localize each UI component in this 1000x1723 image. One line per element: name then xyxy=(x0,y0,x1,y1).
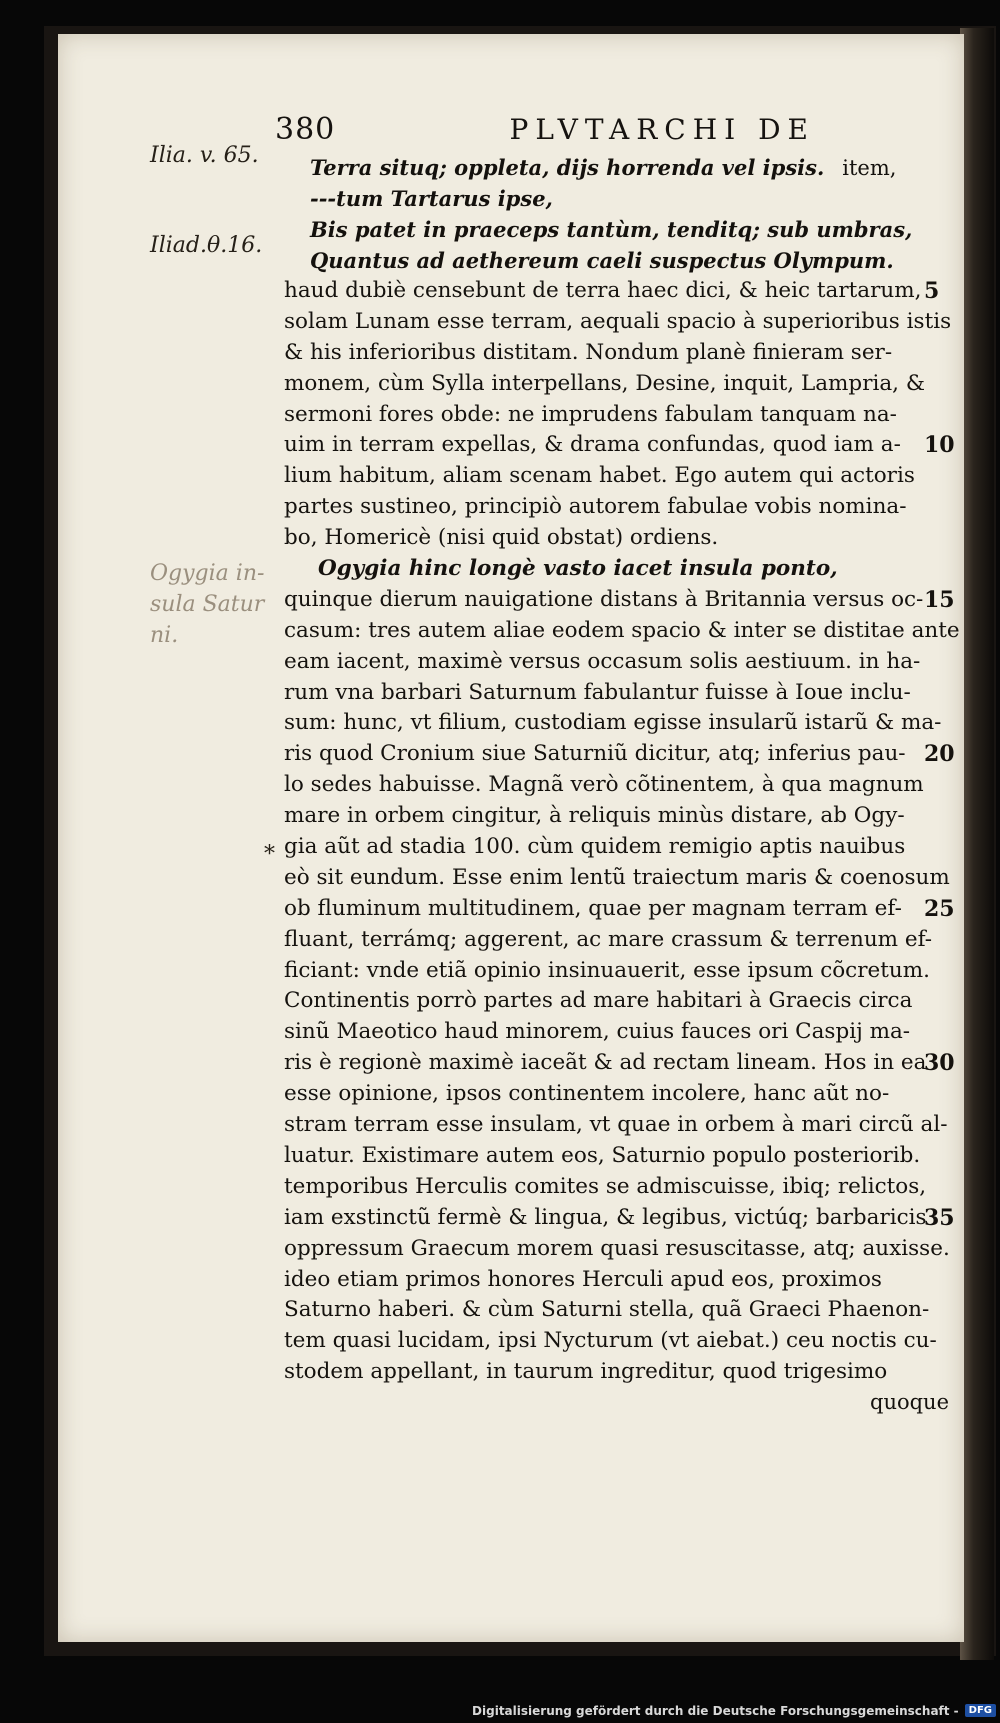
text-line: eò sit eundum. Esse enim lentũ traiectum maris & coenosum xyxy=(284,864,950,890)
text-line: solam Lunam esse terram, aequali spacio à superioribus istis xyxy=(284,308,952,334)
verse-line-ogygia: Ogygia hinc longè vasto iacet insula ponto, xyxy=(318,556,838,582)
text-line: lo sedes habuisse. Magnã verò cõtinentem, à qua magnum xyxy=(284,772,924,798)
text-line: oppressum Graecum morem quasi resuscitasse, atq; auxisse. xyxy=(284,1235,950,1261)
margin-note-ogygia-1: Ogygia in- xyxy=(150,561,265,586)
text-line: ficiant: vnde etiã opinio insinuauerit, esse ipsum cõcretum. xyxy=(284,957,930,983)
text-line: haud dubiè censebunt de terra haec dici, & heic tartarum, xyxy=(284,278,922,303)
digitization-footer xyxy=(0,1698,1000,1723)
book-spine xyxy=(960,28,994,1660)
verse-line-1 xyxy=(310,152,896,184)
line-number-20: 20 xyxy=(924,741,955,767)
verse-line-2: ---tum Tartarus ipse, xyxy=(310,186,553,211)
line-number-25: 25 xyxy=(924,896,955,922)
verse-line-3: Bis patet in praeceps tantùm, tenditq; sub umbras, xyxy=(310,217,913,242)
verse-item-word: item, xyxy=(842,156,897,180)
text-line: partes sustineo, principiò autorem fabulae vobis nomina- xyxy=(284,494,907,520)
margin-note-iliad-theta-16: Iliad.θ.16. xyxy=(150,233,263,258)
text-line: iam exstinctũ fermè & lingua, & legibus, victúq; barbaricis xyxy=(284,1204,927,1230)
verse-line-4: Quantus ad aethereum caeli suspectus Olympum. xyxy=(310,248,894,273)
text-line: stram terram esse insulam, vt quae in orbem à mari circũ al- xyxy=(284,1112,948,1138)
text-line: lium habitum, aliam scenam habet. Ego autem qui actoris xyxy=(284,463,915,489)
text-line: gia aũt ad stadia 100. cùm quidem remigio aptis nauibus xyxy=(284,834,906,860)
asterisk-marker: * xyxy=(264,842,275,867)
text-line: Continentis porrò partes ad mare habitari à Graecis circa xyxy=(284,988,913,1014)
page-header xyxy=(275,112,815,152)
line-number-35: 35 xyxy=(924,1205,955,1231)
catchword: quoque xyxy=(870,1390,950,1414)
text-line: & his inferioribus distitam. Nondum planè finieram ser- xyxy=(284,339,893,365)
text-line: tem quasi lucidam, ipsi Nycturum (vt aiebat.) ceu noctis cu- xyxy=(284,1328,937,1354)
running-title: PLVTARCHI DE xyxy=(509,113,815,146)
margin-note-iliad-65: Ilia. v. 65. xyxy=(150,143,259,168)
text-line: casum: tres autem aliae eodem spacio & inter se distitae ante xyxy=(284,617,960,643)
text-line: uim in terram expellas, & drama confundas, quod iam a- xyxy=(284,432,901,458)
text-line: quinque dierum nauigatione distans à Britannia versus oc- xyxy=(284,586,924,612)
margin-note-ogygia-2: sula Satur xyxy=(150,592,265,617)
text-line: rum vna barbari Saturnum fabulantur fuisse à Ioue inclu- xyxy=(284,679,911,705)
text-line: bo, Homericè (nisi quid obstat) ordiens. xyxy=(284,525,719,551)
text-line: temporibus Herculis comites se admiscuisse, ibiq; relictos, xyxy=(284,1173,927,1199)
dfg-logo: DFG xyxy=(965,1704,996,1717)
line-number-30: 30 xyxy=(924,1050,955,1076)
text-line: ris è regionè maximè iaceãt & ad rectam lineam. Hos in ea xyxy=(284,1050,927,1076)
text-line: monem, cùm Sylla interpellans, Desine, inquit, Lampria, & xyxy=(284,370,925,396)
text-line: mare in orbem cingitur, à reliquis minùs distare, ab Ogy- xyxy=(284,803,905,829)
text-line: esse opinione, ipsos continentem incolere, hanc aũt no- xyxy=(284,1081,890,1107)
line-number-10: 10 xyxy=(924,432,955,458)
line-number-5: 5 xyxy=(924,278,940,304)
text-line: ob fluminum multitudinem, quae per magnam terram ef- xyxy=(284,895,902,921)
funding-notice: Digitalisierung gefördert durch die Deutsche Forschungsgemeinschaft - xyxy=(472,1703,959,1718)
text-line: Saturno haberi. & cùm Saturni stella, quã Graeci Phaenon- xyxy=(284,1297,930,1323)
page-number: 380 xyxy=(275,112,336,147)
verse-text-1: Terra situq; oppleta, dijs horrenda vel ipsis. xyxy=(310,155,825,180)
text-line: stodem appellant, in taurum ingreditur, quod trigesimo xyxy=(284,1359,888,1385)
margin-note-ogygia-3: ni. xyxy=(150,623,179,648)
text-line: luatur. Existimare autem eos, Saturnio populo posteriorib. xyxy=(284,1142,921,1168)
text-line: eam iacent, maximè versus occasum solis aestiuum. in ha- xyxy=(284,648,921,674)
text-line: ideo etiam primos honores Herculi apud eos, proximos xyxy=(284,1266,882,1292)
text-line: sermoni fores obde: ne imprudens fabulam tanquam na- xyxy=(284,401,897,427)
line-number-15: 15 xyxy=(924,587,955,613)
text-line: sinũ Maeotico haud minorem, cuius fauces ori Caspij ma- xyxy=(284,1019,911,1045)
text-line: sum: hunc, vt filium, custodiam egisse insularũ istarũ & ma- xyxy=(284,710,942,736)
text-line: ris quod Cronium siue Saturniũ dicitur, atq; inferius pau- xyxy=(284,741,906,767)
text-line: fluant, terrámq; aggerent, ac mare crassum & terrenum ef- xyxy=(284,926,933,952)
